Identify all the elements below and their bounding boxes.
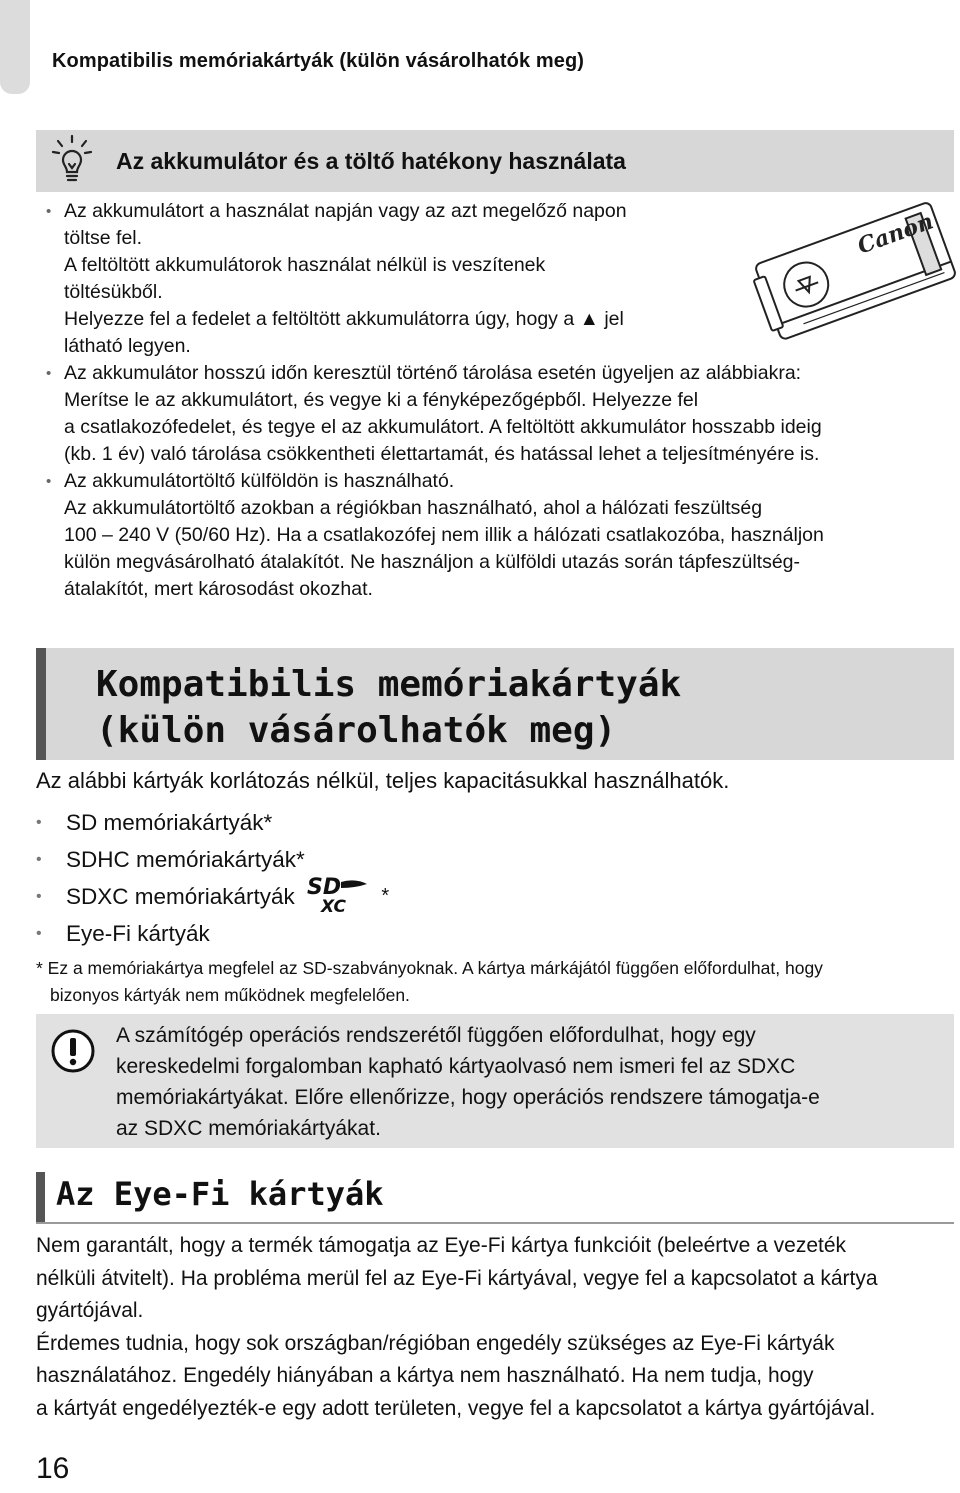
tip-line: külön megvásárolható átalakítót. Ne használjon a külföldi utazás során tápfeszültség- bbox=[64, 551, 801, 573]
tip-line: a csatlakozófedelet, és tegye el az akkumulátort. A feltöltött akkumulátor hosszabb ideig bbox=[64, 416, 822, 438]
warning-text: A számítógép operációs rendszerétől függően előfordulhat, hogy egy kereskedelmi forgalomban kapható kártyaolvasó nem ismeri fel az SDXC memóriakártyákat. Előre ellenőrizze, hogy operációs rendszere támogatja-e az SDXC memóriakártyákat. bbox=[116, 1024, 820, 1140]
tip-item-abroad bbox=[42, 468, 952, 603]
tip-line: • Az akkumulátor hosszú időn keresztül történő tárolása esetén ügyeljen az alábbiakra: bbox=[64, 362, 802, 384]
triangle-up-icon: ▲ bbox=[579, 308, 599, 330]
tip-line: A feltöltött akkumulátorok használat nélkül is veszítenek bbox=[64, 254, 546, 276]
running-head: Kompatibilis memóriakártyák (külön vásárolhatók meg) bbox=[52, 50, 585, 72]
section-title: Az Eye-Fi kártyák bbox=[56, 1175, 384, 1213]
memory-cards-intro: Az alábbi kártyák korlátozás nélkül, teljes kapacitásukkal használhatók. bbox=[36, 768, 730, 793]
tip-item-charge bbox=[42, 198, 764, 360]
eyefi-body: Nem garantált, hogy a termék támogatja az Eye-Fi kártya funkcióit (beleértve a vezeték nélküli átvitelt). Ha probléma merül fel az Eye-Fi kártyával, vegye fel a kapcsolatot a kártya gyártójával. Érdemes tudnia, hogy sok országban/régióban engedély szükséges az Eye-Fi kártyák használatához. Engedély hiányában a kártya nem használható. Ha nem tudja, hogy a kártyát engedélyezték-e egy adott területen, vegye fel a kapcsolatot a kártya gyártójával. bbox=[36, 1234, 878, 1420]
tip-line: (kb. 1 év) való tárolása csökkentheti élettartamát, és hatással lehet a teljesítményére is. bbox=[64, 443, 820, 465]
list-item: • SD memóriakártyák* bbox=[36, 804, 389, 841]
battery-brand-text: Canon bbox=[854, 208, 937, 260]
section-title: Kompatibilis memóriakártyák (külön vásárolhatók meg) bbox=[96, 664, 682, 751]
footnote: * Ez a memóriakártya megfelel az SD-szabványoknak. A kártya márkájától függően előfordulhat, hogy bizonyos kártyák nem működnek megfelelően. bbox=[36, 958, 823, 1005]
tip-line: • Az akkumulátort a használat napján vagy az azt megelőző napon bbox=[64, 200, 627, 222]
exclamation-icon bbox=[50, 1028, 96, 1074]
tip-line: látható legyen. bbox=[64, 335, 191, 357]
heading-accent-bar bbox=[36, 648, 46, 760]
tip-line: töltse fel. bbox=[64, 227, 143, 249]
tip-line: Merítse le az akkumulátort, és vegye ki a fényképezőgépből. Helyezze fel bbox=[64, 389, 699, 411]
svg-text:XC: XC bbox=[321, 897, 347, 915]
tip-line: Helyezze fel a fedelet a feltöltött akkumulátorra úgy, hogy a ▲ jel bbox=[64, 308, 624, 330]
section-heading-memory-cards bbox=[36, 648, 954, 760]
tip-line: 100 – 240 V (50/60 Hz). Ha a csatlakozófej nem illik a hálózati csatlakozóba, használjon bbox=[64, 524, 824, 546]
svg-text:SD: SD bbox=[307, 875, 342, 901]
tip-line: • Az akkumulátortöltő külföldön is használható. bbox=[64, 470, 455, 492]
tip-line: töltésükből. bbox=[64, 281, 163, 303]
tip-header bbox=[36, 130, 954, 192]
page-number: 16 bbox=[36, 1452, 70, 1485]
sdxc-logo-icon bbox=[305, 874, 371, 914]
tip-body bbox=[42, 198, 952, 603]
tip-item-storage bbox=[42, 360, 952, 468]
tip-line: Az akkumulátortöltő azokban a régiókban használható, ahol a hálózati feszültség bbox=[64, 497, 763, 519]
card-list bbox=[36, 804, 389, 952]
heading-underline bbox=[36, 1222, 954, 1224]
lightbulb-icon bbox=[50, 134, 94, 188]
tip-title: Az akkumulátor és a töltő hatékony használata bbox=[116, 148, 626, 174]
list-item: • Eye-Fi kártyák bbox=[36, 915, 389, 952]
side-tab bbox=[0, 0, 30, 94]
warning-box bbox=[36, 1014, 954, 1148]
list-item: • SDXC memóriakártyák SD XC * bbox=[36, 878, 389, 915]
tip-line: átalakítót, mert károsodást okozhat. bbox=[64, 578, 373, 600]
heading-accent-bar bbox=[36, 1172, 45, 1222]
section-heading-eyefi bbox=[36, 1172, 954, 1224]
list-item: • SDHC memóriakártyák* bbox=[36, 841, 389, 878]
